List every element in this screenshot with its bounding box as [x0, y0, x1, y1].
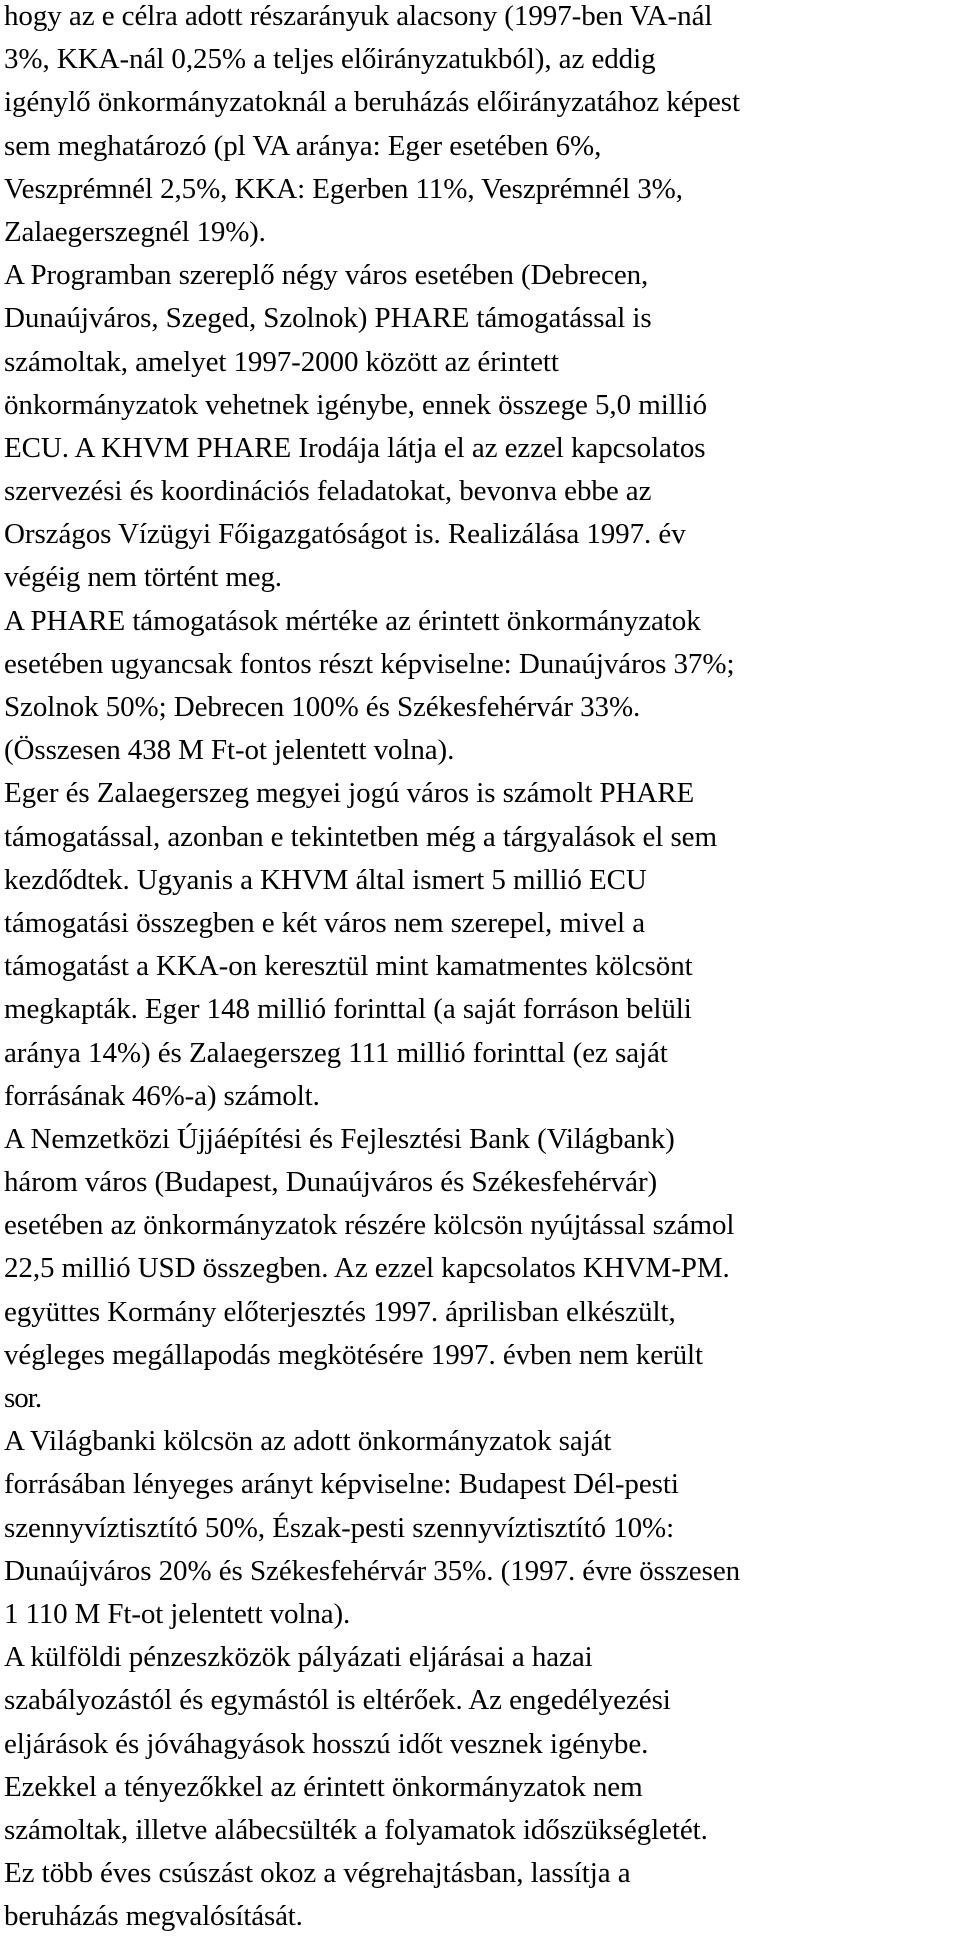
text-line: végleges megállapodás megkötésére 1997. évben nem került [4, 1338, 704, 1371]
text-line: Dunaújváros 20% és Székesfehérvár 35%. (1997. évre összesen [4, 1554, 741, 1587]
body-text [4, 0, 960, 1936]
text-line: esetében az önkormányzatok részére kölcsön nyújtással számol [4, 1209, 735, 1242]
text-line: eljárások és jóváhagyások hosszú időt vesznek igénybe. [4, 1727, 649, 1760]
text-line: beruházás megvalósítását. [4, 1900, 303, 1933]
text-line: 1 110 M Ft-ot jelentett volna). [4, 1597, 351, 1630]
text-line: önkormányzatok vehetnek igénybe, ennek összege 5,0 millió [4, 388, 708, 421]
text-line: Dunaújváros, Szeged, Szolnok) PHARE támogatással is [4, 302, 652, 335]
text-line: támogatási összegben e két város nem szerepel, mivel a [4, 906, 646, 939]
text-line: forrásában lényeges arányt képviselne: Budapest Dél-pesti [4, 1468, 679, 1501]
text-line: három város (Budapest, Dunaújváros és Székesfehérvár) [4, 1166, 658, 1199]
text-line: hogy az e célra adott részarányuk alacsony (1997-ben VA-nál [4, 0, 713, 32]
text-line: A Világbanki kölcsön az adott önkormányzatok saját [4, 1425, 612, 1458]
text-line: Ez több éves csúszást okoz a végrehajtásban, lassítja a [4, 1857, 631, 1890]
text-line: végéig nem történt meg. [4, 561, 282, 594]
text-line: szabályozástól és egymástól is eltérőek. Az engedélyezési [4, 1684, 671, 1717]
text-line: Ezekkel a tényezőkkel az érintett önkormányzatok nem [4, 1770, 643, 1803]
text-line: A külföldi pénzeszközök pályázati eljárásai a hazai [4, 1641, 593, 1674]
text-line: A Programban szereplő négy város esetében (Debrecen, [4, 259, 649, 292]
text-line: számoltak, illetve alábecsülték a folyamatok időszükségletét. [4, 1813, 708, 1846]
text-line: A PHARE támogatások mértéke az érintett önkormányzatok [4, 604, 701, 637]
text-line: Országos Vízügyi Főigazgatóságot is. Realizálása 1997. év [4, 518, 686, 551]
text-line: támogatást a KKA-on keresztül mint kamatmentes kölcsönt [4, 950, 693, 983]
text-line: ECU. A KHVM PHARE Irodája látja el az ezzel kapcsolatos [4, 431, 706, 464]
text-line: kezdődtek. Ugyanis a KHVM által ismert 5 millió ECU [4, 863, 647, 896]
text-line: aránya 14%) és Zalaegerszeg 111 millió forinttal (ez saját [4, 1036, 668, 1069]
text-line: együttes Kormány előterjesztés 1997. áprilisban elkészült, [4, 1295, 676, 1328]
text-line: igénylő önkormányzatoknál a beruházás előirányzatához képest [4, 86, 740, 119]
text-line: A Nemzetközi Újjáépítési és Fejlesztési Bank (Világbank) [4, 1122, 675, 1155]
text-line: 3%, KKA-nál 0,25% a teljes előirányzatukból), az eddig [4, 43, 656, 76]
text-line: esetében ugyancsak fontos részt képviselne: Dunaújváros 37%; [4, 647, 735, 680]
text-line: szennyvíztisztító 50%, Észak-pesti szennyvíztisztító 10%: [4, 1511, 675, 1544]
text-line: szervezési és koordinációs feladatokat, bevonva ebbe az [4, 475, 652, 508]
text-line: támogatással, azonban e tekintetben még a tárgyalások el sem [4, 820, 717, 853]
text-line: Zalaegerszegnél 19%). [4, 215, 266, 248]
text-line: megkapták. Eger 148 millió forinttal (a saját forráson belüli [4, 993, 692, 1026]
text-line: Szolnok 50%; Debrecen 100% és Székesfehérvár 33%. [4, 691, 641, 723]
text-line: (Összesen 438 M Ft-ot jelentett volna). [4, 734, 455, 767]
text-line: 22,5 millió USD összegben. Az ezzel kapcsolatos KHVM-PM. [4, 1252, 730, 1285]
text-line: számoltak, amelyet 1997-2000 között az érintett [4, 345, 559, 378]
text-line: sem meghatározó (pl VA aránya: Eger esetében 6%, [4, 129, 602, 162]
text-line: sor. [4, 1382, 42, 1414]
text-line: Eger és Zalaegerszeg megyei jogú város is számolt PHARE [4, 777, 695, 810]
text-line: forrásának 46%-a) számolt. [4, 1079, 320, 1112]
text-line: Veszprémnél 2,5%, KKA: Egerben 11%, Veszprémnél 3%, [4, 172, 683, 205]
